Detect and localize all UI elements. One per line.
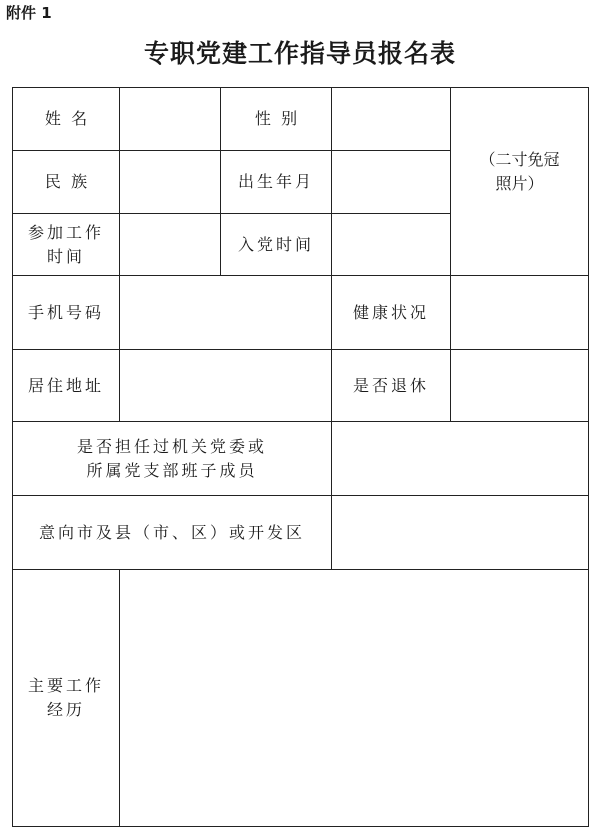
name-field[interactable]	[120, 88, 221, 151]
photo-cell[interactable]	[451, 88, 589, 276]
committee-field[interactable]	[332, 422, 589, 496]
photo-placeholder-label: （二寸免冠 照片）	[479, 149, 560, 193]
ethnicity-field[interactable]	[120, 151, 221, 214]
intent-field[interactable]	[332, 496, 589, 570]
intent-label: 意向市及县（市、区）或开发区	[13, 496, 332, 570]
form-title: 专职党建工作指导员报名表	[143, 39, 456, 68]
retired-field[interactable]	[451, 350, 589, 422]
party-join-field[interactable]	[332, 214, 451, 276]
work-start-label: 参加工作 时间	[13, 214, 120, 276]
address-label: 居住地址	[13, 350, 120, 422]
health-label: 健康状况	[332, 276, 451, 350]
party-join-label: 入党时间	[221, 214, 332, 276]
name-label	[13, 88, 120, 151]
gender-label-text: 性 别	[254, 109, 298, 128]
name-label-text: 姓 名	[44, 109, 88, 128]
phone-label: 手机号码	[13, 276, 120, 350]
experience-label: 主要工作 经历	[13, 570, 120, 827]
health-field[interactable]	[451, 276, 589, 350]
birth-label: 出生年月	[221, 151, 332, 214]
experience-field[interactable]	[120, 570, 589, 827]
committee-label: 是否担任过机关党委或 所属党支部班子成员	[13, 422, 332, 496]
phone-field[interactable]	[120, 276, 332, 350]
work-start-field[interactable]	[120, 214, 221, 276]
registration-form-table	[12, 87, 589, 827]
attachment-label: 附件 1	[6, 4, 52, 22]
address-field[interactable]	[120, 350, 332, 422]
ethnicity-label-text: 民 族	[44, 172, 88, 191]
gender-label	[221, 88, 332, 151]
ethnicity-label	[13, 151, 120, 214]
birth-field[interactable]	[332, 151, 451, 214]
retired-label: 是否退休	[332, 350, 451, 422]
gender-field[interactable]	[332, 88, 451, 151]
